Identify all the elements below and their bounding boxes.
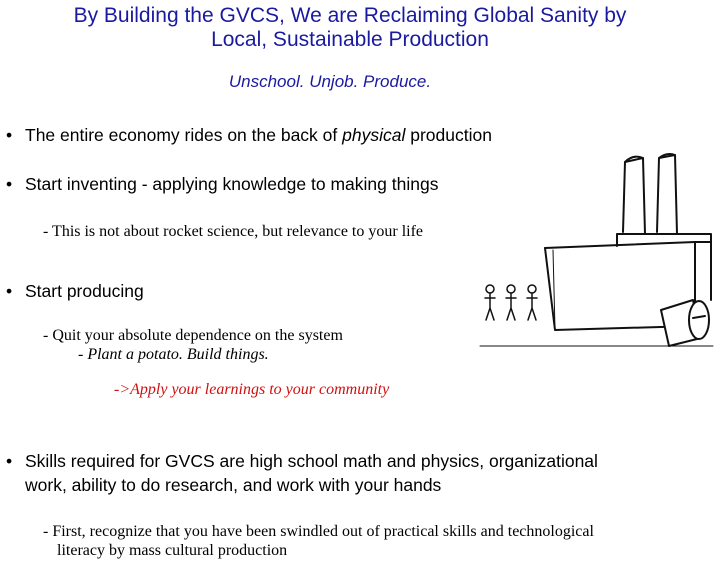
- subpoint-swindled-line-1: - First, recognize that you have been swindled out of practical skills and technological: [43, 523, 594, 540]
- bullet-text-line-2: work, ability to do research, and work with your hands: [25, 475, 442, 495]
- title-line-1: By Building the GVCS, We are Reclaiming Global Sanity by: [73, 4, 627, 27]
- bullet-dot-icon: •: [6, 281, 13, 301]
- factory-with-people-icon: [475, 150, 715, 350]
- subpoint-swindled-line-2: literacy by mass cultural production: [57, 542, 288, 559]
- slide-subtitle: Unschool. Unjob. Produce.: [228, 72, 432, 91]
- bullet-dot-icon: •: [6, 125, 13, 145]
- bullet-text: Start inventing - applying knowledge to making things: [25, 174, 439, 194]
- subpoint-dependence: - Quit your absolute dependence on the system: [43, 327, 343, 344]
- subpoint-apply-community: ->Apply your learnings to your community: [114, 381, 390, 398]
- bullet-dot-icon: •: [6, 451, 13, 471]
- bullet-dot-icon: •: [6, 174, 13, 194]
- slide-title: [0, 4, 700, 52]
- subpoint-relevance: - This is not about rocket science, but relevance to your life: [43, 223, 424, 240]
- title-line-2: Local, Sustainable Production: [211, 28, 489, 51]
- emphasis-text: physical: [342, 125, 406, 145]
- bullet-text: The entire economy rides on the back of physical production: [25, 125, 492, 145]
- bullet-text-line-1: Skills required for GVCS are high school math and physics, organizational: [25, 451, 598, 471]
- bullet-text: Start producing: [25, 281, 144, 301]
- subpoint-plant-potato: - Plant a potato. Build things.: [78, 346, 269, 363]
